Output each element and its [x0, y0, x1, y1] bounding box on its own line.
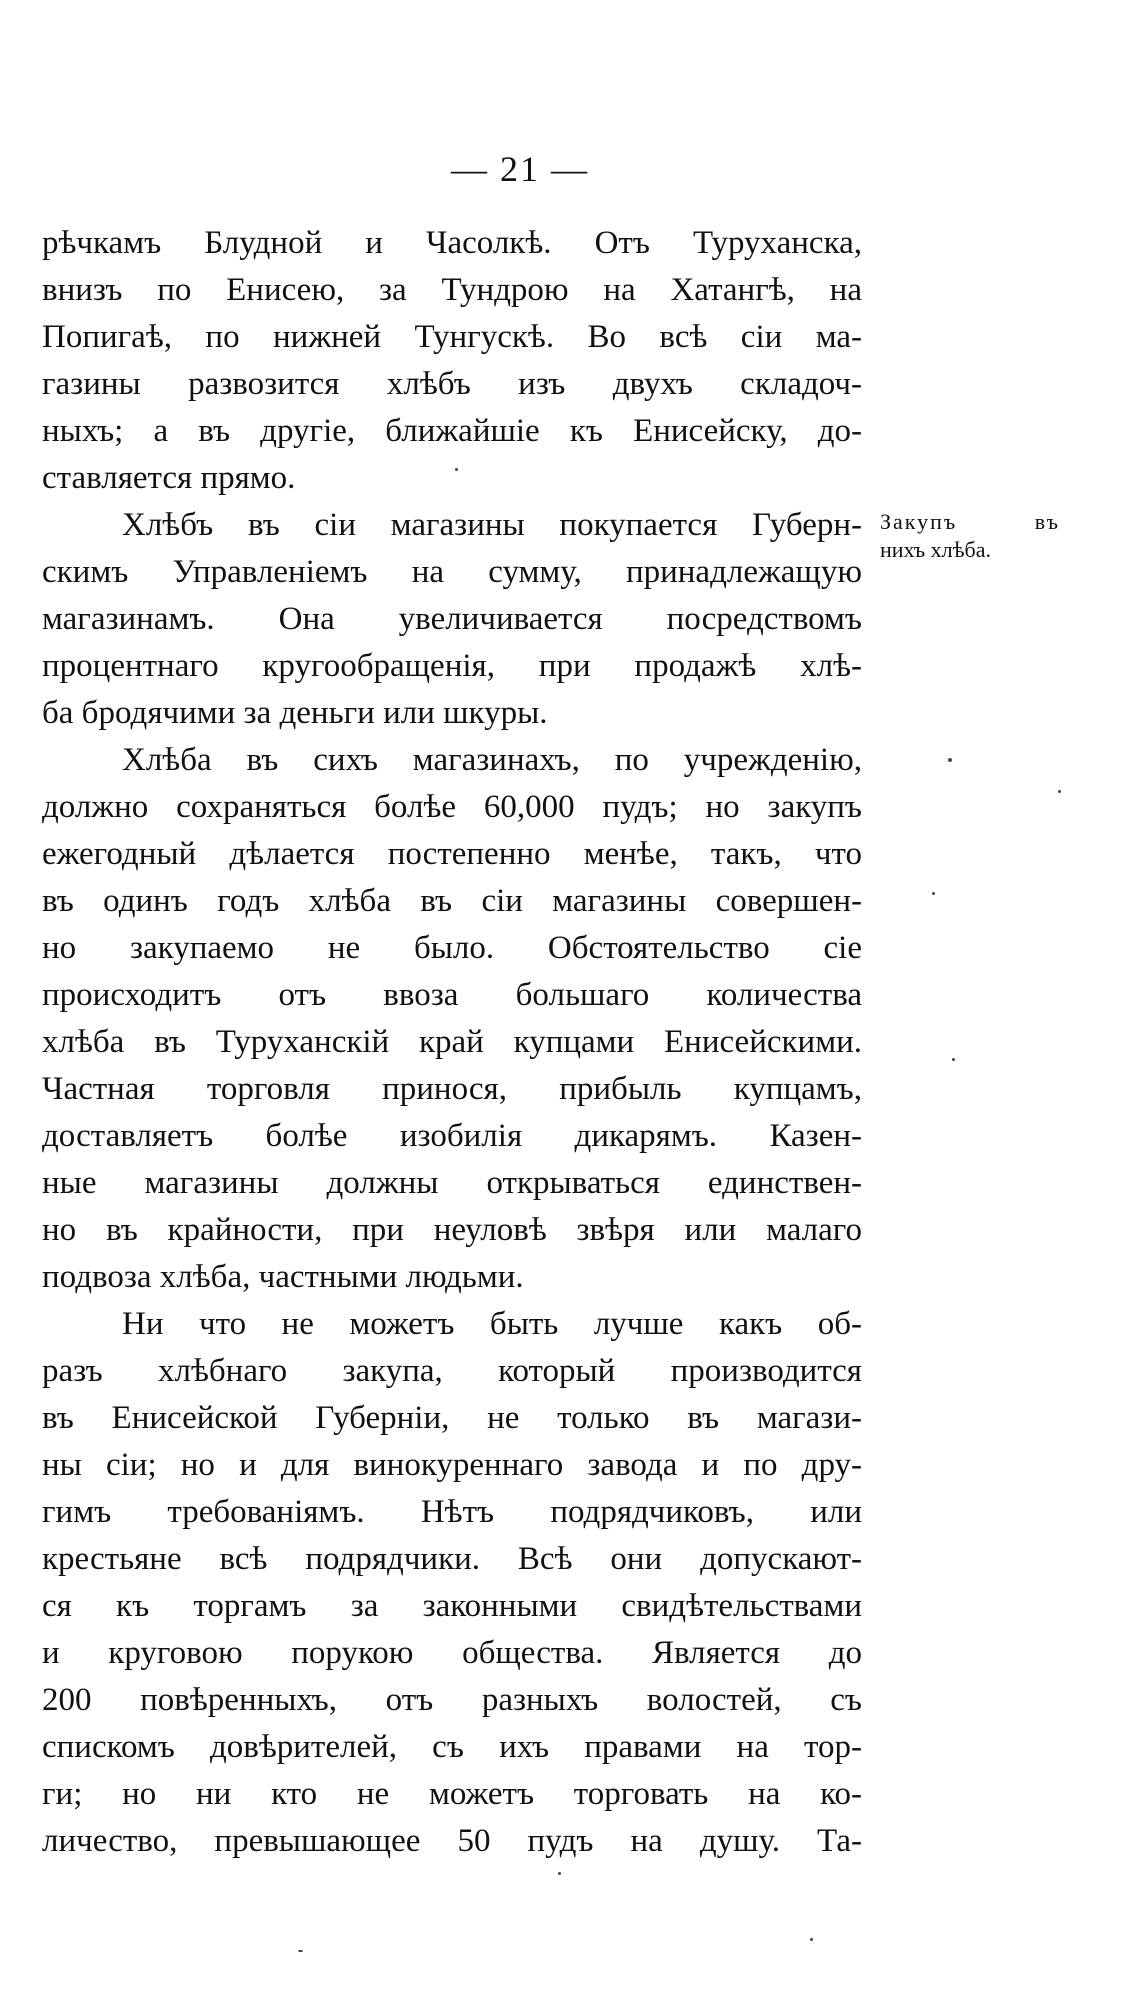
text-line: гимъ требованіямъ. Нѣтъ подрядчиковъ, или [42, 1494, 862, 1530]
text-line: Попигаѣ, по нижней Тунгускѣ. Во всѣ сіи ма- [42, 319, 862, 355]
text-line: ги; но ни кто не можетъ торговать на ко- [42, 1776, 862, 1812]
text-line: подвоза хлѣба, частными людьми. [42, 1259, 524, 1295]
text-line: разъ хлѣбнаго закупа, который производится [42, 1353, 862, 1389]
text-line: ежегодный дѣлается постепенно менѣе, такъ, что [42, 836, 862, 872]
text-line: и круговою порукою общества. Является до [42, 1635, 862, 1671]
text-line: магазинамъ. Она увеличивается посредствомъ [42, 601, 862, 637]
text-line: ные магазины должны открываться единствен- [42, 1165, 862, 1201]
text-line: Ни что не можетъ быть лучше какъ об- [122, 1306, 862, 1342]
text-line: но въ крайности, при неуловѣ звѣря или малаго [42, 1212, 862, 1248]
text-line: происходитъ отъ ввоза большаго количества [42, 977, 862, 1013]
text-line: газины развозится хлѣбъ изъ двухъ складоч- [42, 366, 862, 402]
text-line: въ Енисейской Губерніи, не только въ магази- [42, 1400, 862, 1436]
text-line: въ одинъ годъ хлѣба въ сіи магазины совершен- [42, 883, 862, 919]
text-line: Частная торговля принося, прибыль купцамъ, [42, 1071, 862, 1107]
marginal-note-line: нихъ хлѣба. [880, 537, 991, 562]
text-line: ставляется прямо. [42, 460, 296, 496]
text-line: скимъ Управленіемъ на сумму, принадлежащую [42, 554, 862, 590]
text-line: ны сіи; но и для винокуреннаго завода и по дру- [42, 1447, 862, 1483]
text-line: спискомъ довѣрителей, съ ихъ правами на тор- [42, 1729, 862, 1765]
text-line: ба бродячими за деньги или шкуры. [42, 695, 548, 731]
scan-speck [952, 1058, 955, 1061]
scan-speck [455, 468, 458, 471]
text-line: Хлѣба въ сихъ магазинахъ, по учрежденію, [122, 742, 862, 778]
scan-speck [932, 892, 935, 895]
text-line: 200 повѣренныхъ, отъ разныхъ волостей, съ [42, 1682, 862, 1718]
scan-speck [558, 1872, 561, 1875]
scan-speck [810, 1938, 813, 1941]
marginal-note-line: Закупъ въ [880, 509, 1060, 534]
marginal-note [880, 508, 1060, 564]
text-line: рѣчкамъ Блудной и Часолкѣ. Отъ Туруханска, [42, 225, 862, 261]
text-line: доставляетъ болѣе изобилія дикарямъ. Казен- [42, 1118, 862, 1154]
page-number: — 21 — [451, 149, 589, 189]
scan-speck [298, 1950, 303, 1952]
text-line: крестьяне всѣ подрядчики. Всѣ они допускают- [42, 1541, 862, 1577]
text-line: процентнаго кругообращенія, при продажѣ хлѣ- [42, 648, 862, 684]
text-line: должно сохраняться болѣе 60,000 пудъ; но закупъ [42, 789, 862, 825]
text-line: Хлѣбъ въ сіи магазины покупается Губерн- [122, 507, 862, 543]
text-line: ныхъ; а въ другіе, ближайшіе къ Енисейску, до- [42, 413, 862, 449]
scan-speck [948, 758, 952, 762]
scan-speck [1058, 790, 1061, 793]
text-line: ся къ торгамъ за законными свидѣтельствами [42, 1588, 862, 1624]
text-line: внизъ по Енисею, за Тундрою на Хатангѣ, на [42, 272, 862, 308]
text-line: но закупаемо не было. Обстоятельство сіе [42, 930, 862, 966]
text-line: хлѣба въ Туруханскій край купцами Енисейскими. [42, 1024, 862, 1060]
text-line: личество, превышающее 50 пудъ на душу. Та- [42, 1823, 862, 1859]
